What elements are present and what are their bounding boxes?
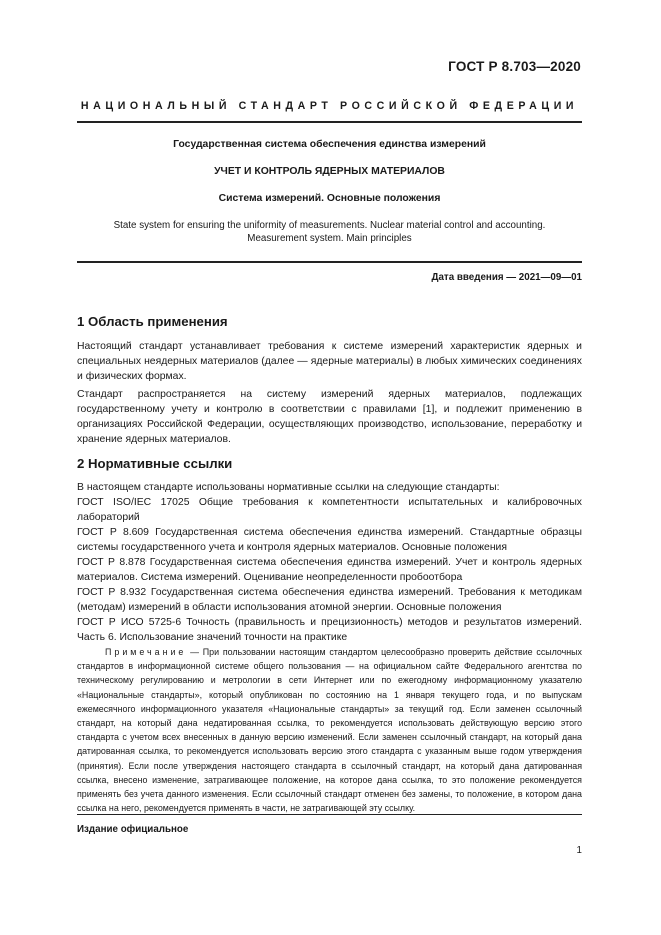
english-title-line-1: State system for ensuring the uniformity of measurements. Nuclear material control and accounting.	[113, 220, 546, 231]
system-title: Государственная система обеспечения единства измерений	[173, 139, 486, 150]
section-2-body	[77, 480, 582, 645]
english-title	[77, 219, 582, 245]
national-standard-banner: НАЦИОНАЛЬНЫЙ СТАНДАРТ РОССИЙСКОЙ ФЕДЕРАЦИИ	[80, 100, 579, 112]
section-1-paragraph-2: Стандарт распространяется на систему измерений ядерных материалов, подлежащих государственному учету и контролю в соответствии с правилами [1], и подлежит применению в организациях Российской Федерации, осуществляющих производство, использование, переработку и хранение ядерных материалов.	[77, 389, 582, 445]
main-title: УЧЕТ И КОНТРОЛЬ ЯДЕРНЫХ МАТЕРИАЛОВ	[214, 166, 445, 177]
section-2-intro: В настоящем стандарте использованы нормативные ссылки на следующие стандарты:	[77, 482, 500, 493]
english-title-line-2: Measurement system. Main principles	[247, 233, 412, 244]
note-label: Примечание	[105, 647, 187, 657]
normative-reference: ГОСТ Р ИСО 5725-6 Точность (правильность и прецизионность) методов и результатов измерений. Часть 6. Использование значений точности на практике	[77, 617, 582, 643]
note-block	[77, 645, 582, 815]
normative-reference: ГОСТ Р 8.932 Государственная система обеспечения единства измерений. Требования к методикам (методам) измерений в области использования атомной энергии. Основные положения	[77, 587, 582, 613]
introduction-date: Дата введения — 2021—09—01	[431, 272, 582, 283]
section-2-heading: 2 Нормативные ссылки	[77, 456, 233, 471]
normative-reference: ГОСТ Р 8.609 Государственная система обеспечения единства измерений. Стандартные образцы системы государственного учета и контроля ядерных материалов. Основные положения	[77, 527, 582, 553]
title-rule	[77, 261, 582, 263]
page-number: 1	[576, 845, 582, 856]
footer-rule	[77, 814, 582, 815]
section-1-paragraph-1: Настоящий стандарт устанавливает требования к системе измерений характеристик ядерных и специальных неядерных материалов (далее — ядерные материалы) в любых химических соединениях и физических формах.	[77, 341, 582, 382]
normative-reference: ГОСТ Р 8.878 Государственная система обеспечения единства измерений. Учет и контроль ядерных материалов. Система измерений. Оценивание неопределенности пробоотбора	[77, 557, 582, 583]
edition-label: Издание официальное	[77, 824, 189, 835]
section-1-body	[77, 339, 582, 447]
document-number: ГОСТ Р 8.703—2020	[448, 59, 581, 74]
header-rule	[77, 121, 582, 123]
sub-title: Система измерений. Основные положения	[218, 193, 441, 204]
note-text: — При пользовании настоящим стандартом целесообразно проверить действие ссылочных стандартов в информационной системе общего пользования — на официальном сайте Федерального агентства по техническому регулированию и метрологии в сети Интернет или по ежегодному информационному указателю «Национальные стандарты», который опубликован по состоянию на 1 января текущего года, и по выпускам ежемесячного информационного указателя «Национальные стандарты» за текущий год. Если заменен ссылочный стандарт, на который дана недатированная ссылка, то рекомендуется использовать действующую версию этого стандарта с учетом всех внесенных в данную версию изменений. Если заменен ссылочный стандарт, на который дана датированная ссылка, то рекомендуется использовать версию этого стандарта с указанным выше годом утверждения (принятия). Если после утверждения настоящего стандарта в ссылочный стандарт, на который дана датированная ссылка, внесено изменение, затрагивающее положение, на которое дана ссылка, то это положение рекомендуется применять без учета данного изменения. Если ссылочный стандарт отменен без замены, то положение, в котором дана ссылка на него, рекомендуется применять в части, не затрагивающей эту ссылку.	[77, 647, 582, 814]
section-1-heading: 1 Область применения	[77, 314, 228, 329]
normative-reference: ГОСТ ISO/IEC 17025 Общие требования к компетентности испытательных и калибровочных лабораторий	[77, 497, 582, 523]
